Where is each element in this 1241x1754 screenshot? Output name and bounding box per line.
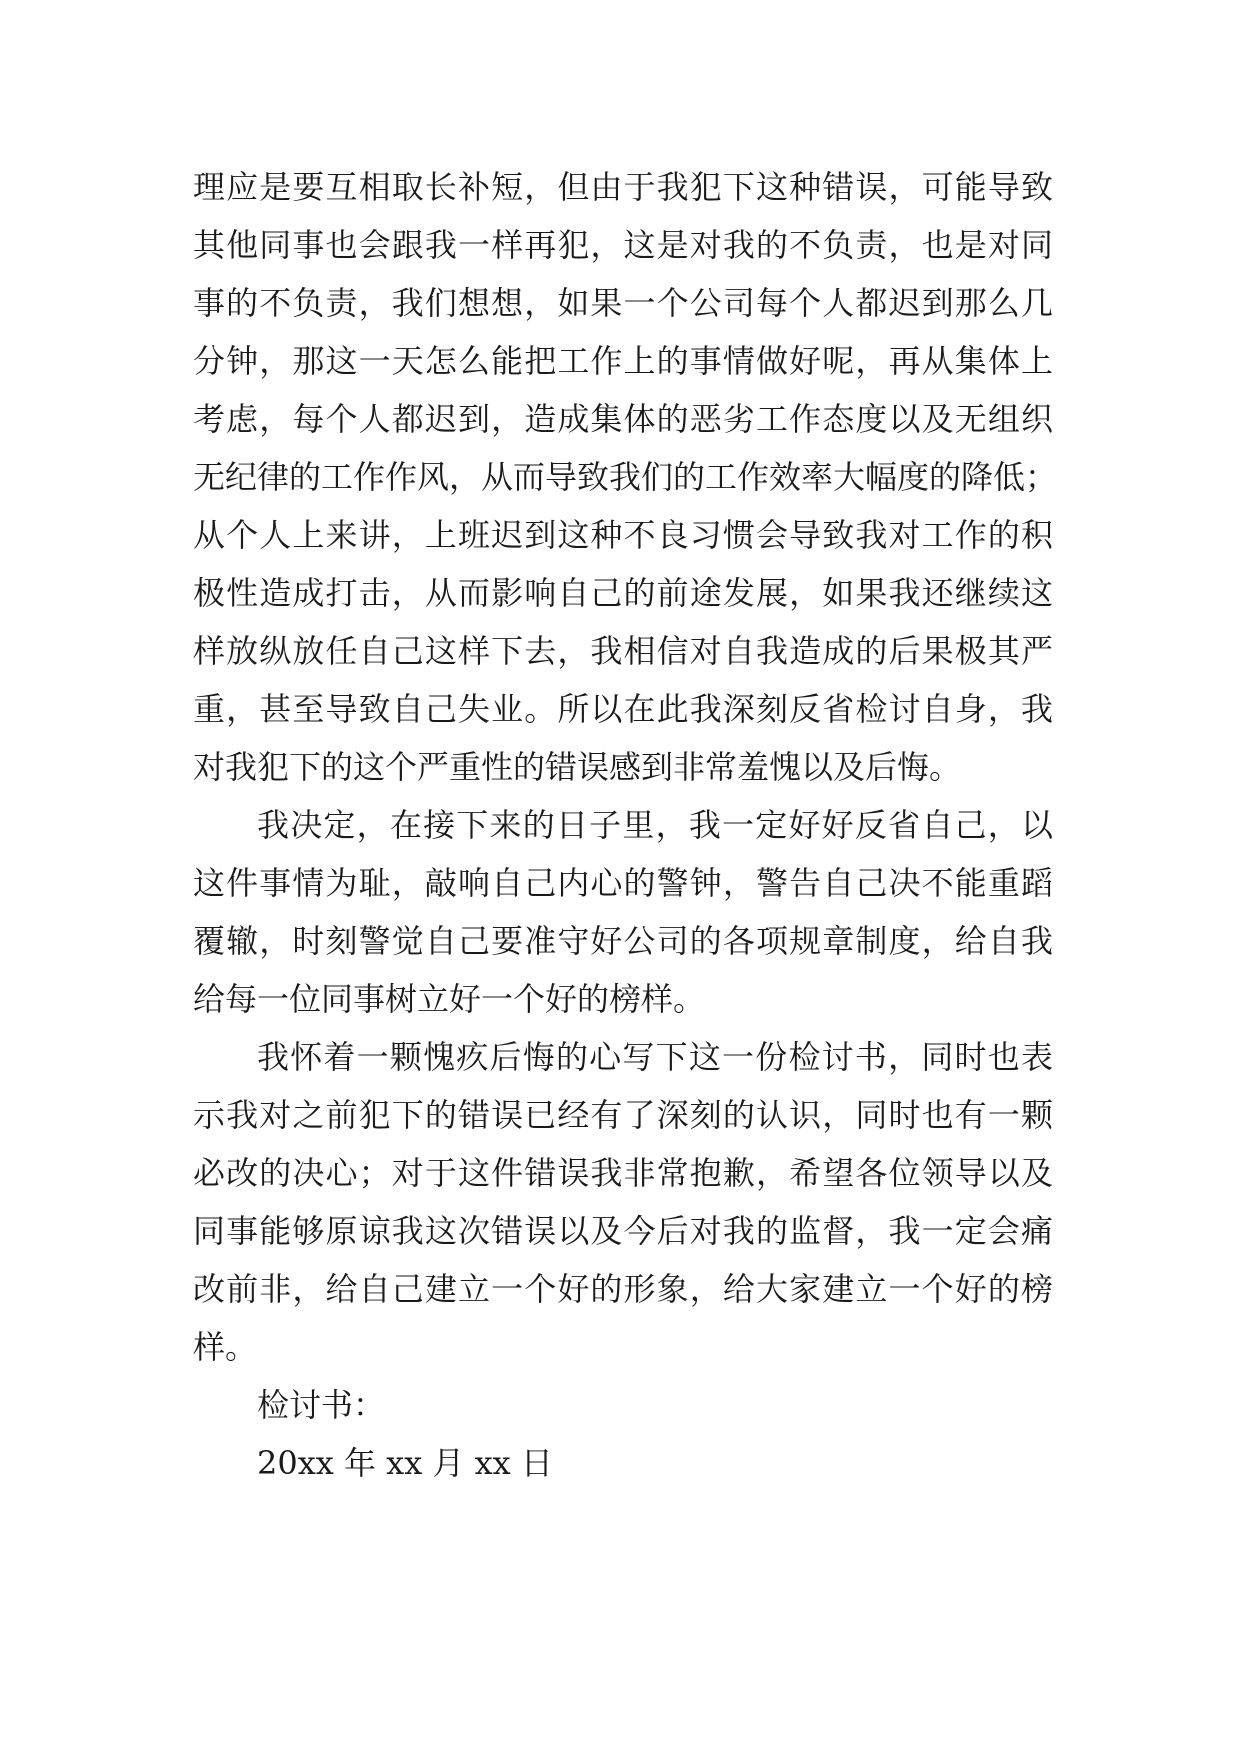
text-line: 其他同事也会跟我一样再犯，这是对我的不负责，也是对同 <box>193 226 1053 264</box>
document-body <box>193 158 1058 1492</box>
text-line: 从个人上来讲，上班迟到这种不良习惯会导致我对工作的积 <box>193 516 1053 554</box>
text-line: 示我对之前犯下的错误已经有了深刻的认识，同时也有一颗 <box>193 1096 1053 1134</box>
text-line: 事的不负责，我们想想，如果一个公司每个人都迟到那么几 <box>193 284 1053 322</box>
text-line: 考虑，每个人都迟到，造成集体的恶劣工作态度以及无组织 <box>193 400 1053 438</box>
text-line: 重，甚至导致自己失业。所以在此我深刻反省检讨自身，我 <box>193 690 1053 728</box>
text-line: 理应是要互相取长补短，但由于我犯下这种错误，可能导致 <box>193 168 1053 206</box>
signature-date: 20xx 年 xx 月 xx 日 <box>257 1444 553 1482</box>
text-line: 我决定，在接下来的日子里，我一定好好反省自己，以 <box>257 806 1053 844</box>
text-line: 无纪律的工作作风，从而导致我们的工作效率大幅度的降低； <box>193 458 1058 496</box>
text-line: 我怀着一颗愧疚后悔的心写下这一份检讨书，同时也表 <box>257 1038 1053 1076</box>
text-line: 同事能够原谅我这次错误以及今后对我的监督，我一定会痛 <box>193 1212 1053 1250</box>
text-line: 对我犯下的这个严重性的错误感到非常羞愧以及后悔。 <box>193 748 962 786</box>
signature-label: 检讨书： <box>257 1386 386 1424</box>
text-line: 样。 <box>193 1328 258 1366</box>
text-line: 极性造成打击，从而影响自己的前途发展，如果我还继续这 <box>193 574 1053 612</box>
text-line: 样放纵放任自己这样下去，我相信对自我造成的后果极其严 <box>193 632 1053 670</box>
text-line: 分钟，那这一天怎么能把工作上的事情做好呢，再从集体上 <box>193 342 1053 380</box>
text-line: 给每一位同事树立好一个好的榜样。 <box>193 980 706 1018</box>
text-line: 覆辙，时刻警觉自己要准守好公司的各项规章制度，给自我 <box>193 922 1053 960</box>
text-line: 改前非，给自己建立一个好的形象，给大家建立一个好的榜 <box>193 1270 1053 1308</box>
text-line: 必改的决心；对于这件错误我非常抱歉，希望各位领导以及 <box>193 1154 1053 1192</box>
text-line: 这件事情为耻，敲响自己内心的警钟，警告自己决不能重蹈 <box>193 864 1053 902</box>
